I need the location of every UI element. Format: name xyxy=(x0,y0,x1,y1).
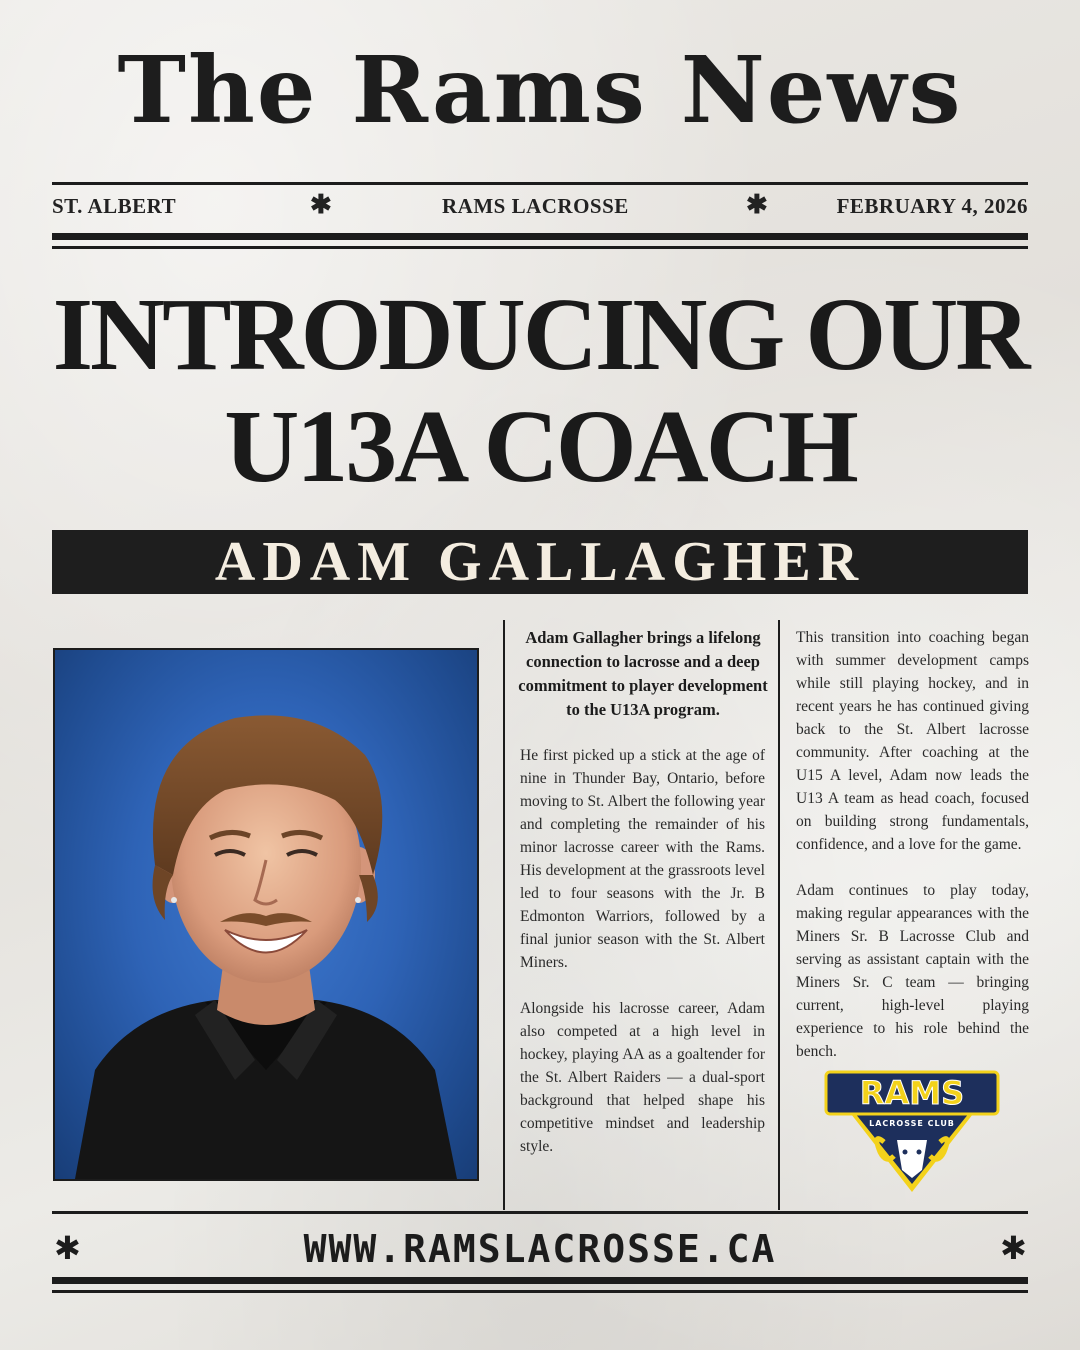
double-rule-thick xyxy=(52,233,1028,240)
article-paragraph: He first picked up a stick at the age of nine in Thunder Bay, Ontario, before moving to St. Albert the following year and completing the remainder of his minor lacrosse career with the Rams. His development at the grassroots level led to four seasons with the Jr. B Edmonton Warriors, followed by a final junior season with the St. Albert Miners. xyxy=(520,747,765,971)
column-divider xyxy=(503,620,505,1210)
logo-wordmark: RAMS xyxy=(859,1074,965,1112)
article-paragraph: This transition into coaching began with summer development camps while still playing hockey, and in recent years he has continued giving back to the St. Albert lacrosse community. After coaching at the U15 A level, Adam now leads the U13 A team as head coach, focused on building strong fundamentals, confidence, and a love for the game. xyxy=(796,629,1029,853)
headline-line-1: INTRODUCING OUR xyxy=(52,277,1028,392)
article-paragraph: Alongside his lacrosse career, Adam also competed at a high level in hockey, playing AA as a goaltender for the St. Albert Raiders — a dual-sport background that helped shape his competitive mindset and leadership style. xyxy=(520,1000,765,1155)
asterisk-ornament-icon: ✱ xyxy=(1000,1229,1027,1267)
logo-subtitle: LACROSSE CLUB xyxy=(869,1119,955,1128)
asterisk-ornament-icon: ✱ xyxy=(54,1229,81,1267)
asterisk-ornament-icon: ✱ xyxy=(310,190,333,219)
footer-double-rule-thick xyxy=(52,1277,1028,1284)
coach-name-banner xyxy=(52,530,1028,594)
top-rule xyxy=(52,182,1028,185)
coach-photo xyxy=(53,648,479,1181)
article-paragraph: Adam continues to play today, making regular appearances with the Miners Sr. B Lacrosse Club and serving as assistant captain with the Miners Sr. C team — bringing current, high-level playing experience to his role behind the bench. xyxy=(796,882,1029,1060)
article-lead: Adam Gallagher brings a lifelong connection to lacrosse and a deep commitment to player development to the U13A program. xyxy=(518,628,768,719)
portrait-illustration xyxy=(55,650,477,1179)
rams-lacrosse-logo xyxy=(822,1070,1002,1195)
column-divider xyxy=(778,620,780,1210)
dateline-location: ST. ALBERT xyxy=(52,194,177,218)
article-column-1 xyxy=(512,626,774,722)
website-url[interactable]: WWW.RAMSLACROSSE.CA xyxy=(303,1227,777,1271)
ram-shield-icon xyxy=(822,1070,1002,1195)
dateline-date: FEBRUARY 4, 2026 xyxy=(836,194,1028,218)
masthead-title: The Rams News xyxy=(117,36,963,144)
article-column-2 xyxy=(796,626,1029,1063)
headline-line-2: U13A COACH xyxy=(224,389,856,504)
article-column-1-body xyxy=(520,744,765,1158)
asterisk-ornament-icon: ✱ xyxy=(746,190,769,219)
dateline xyxy=(52,190,1028,224)
dateline-organization: RAMS LACROSSE xyxy=(442,194,629,218)
footer-double-rule-thin xyxy=(52,1290,1028,1293)
coach-name: ADAM GALLAGHER xyxy=(214,531,866,593)
double-rule-thin xyxy=(52,246,1028,249)
footer-top-rule xyxy=(52,1211,1028,1214)
